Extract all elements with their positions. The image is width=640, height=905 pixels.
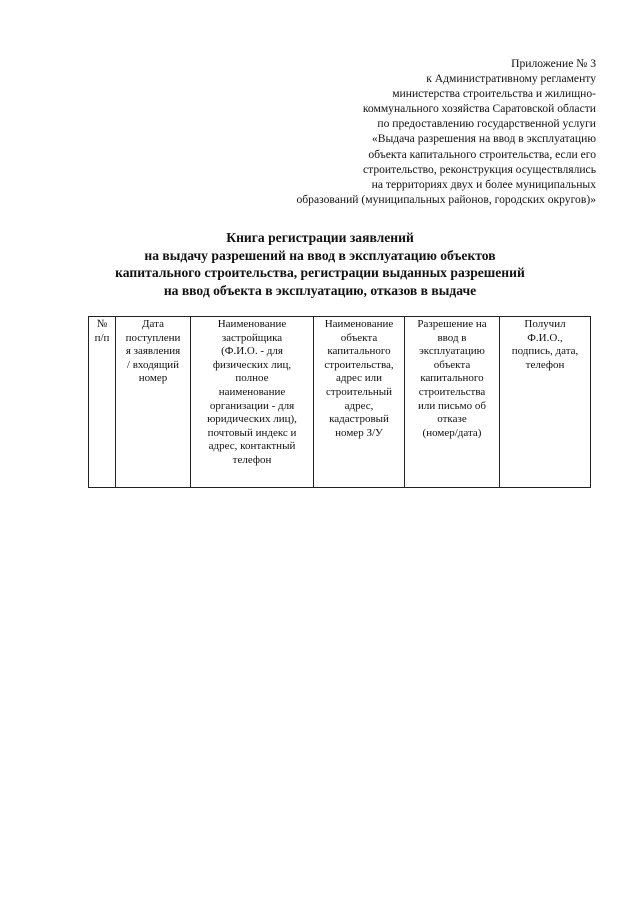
header-line: адрес, контактный [208,440,296,453]
header-line: объекта [433,358,471,371]
header-line: отказе [437,413,467,426]
header-line: строительный [325,385,393,398]
header-line: полное [235,372,269,385]
header-line: телефон [525,358,565,371]
header-line: я заявления [125,345,181,358]
header-line: кадастровый [329,413,389,426]
header-line: п/п [94,331,110,344]
header-line: Наименование [324,318,394,330]
appendix-line: к Административному регламенту [426,72,596,86]
header-line: телефон [232,453,272,466]
header-cell-developer [191,317,314,488]
appendix-line: Приложение № 3 [511,57,596,70]
appendix-line: строительство, реконструкция осуществлялись [362,162,596,176]
appendix-note [216,56,596,207]
header-line: (номер/дата) [422,426,482,439]
header-line: Разрешение на [417,318,487,330]
appendix-line: министерства строительства и жилищно- [392,87,596,101]
title-line: на ввод объекта в эксплуатацию, отказов в выдаче [163,282,477,298]
header-line: организации - для [209,399,295,412]
header-line: подпись, дата, [511,345,579,358]
title-line: капитального строительства, регистрации выданных разрешений [115,265,525,281]
header-line: Получил [524,318,566,330]
appendix-line: на территориях двух и более муниципальных [371,177,596,191]
header-line: ввод в [437,331,467,344]
header-line: Ф.И.О., [527,331,563,344]
header-cell-number [89,317,116,488]
header-cell-recipient [500,317,591,488]
header-line: строительства [418,385,486,398]
header-line: застройщика [221,331,283,344]
header-line: строительства, [324,358,394,371]
header-line: Дата [142,318,164,330]
title-line: на выдачу разрешений на ввод в эксплуатацию объектов [144,247,496,263]
appendix-line: образований (муниципальных районов, городских округов)» [296,192,596,206]
header-line: наименование [218,385,286,398]
header-line: или письмо об [418,399,486,412]
header-cell-permit [405,317,500,488]
header-line: номер [138,372,168,385]
appendix-line: коммунального хозяйства Саратовской области [362,102,596,116]
appendix-line: «Выдача разрешения на ввод в эксплуатацию [371,132,596,146]
header-cell-object [314,317,405,488]
appendix-line: объекта капитального строительства, если его [368,147,596,161]
header-line: почтовый индекс и [207,426,297,439]
header-line: поступлени [125,331,181,344]
header-line: номер З/У [335,426,383,439]
header-line: Наименование [217,318,287,330]
header-line: (Ф.И.О. - для [221,345,283,358]
header-line: эксплуатацию [419,345,485,358]
header-line: юридических лиц), [207,413,297,426]
table-header-row [89,317,591,488]
header-line: капитального [327,345,391,358]
header-cell-date [116,317,191,488]
header-line: адрес, [344,399,374,412]
header-line: № [96,318,108,330]
header-line: капитального [420,372,484,385]
header-line: объекта [340,331,378,344]
registration-table [88,316,591,488]
header-line: адрес или [335,372,383,385]
header-line: физических лиц, [212,358,292,371]
appendix-line: по предоставлению государственной услуги [377,117,596,131]
document-title [60,229,580,299]
title-line: Книга регистрации заявлений [226,230,414,245]
header-line: / входящий [126,358,180,371]
